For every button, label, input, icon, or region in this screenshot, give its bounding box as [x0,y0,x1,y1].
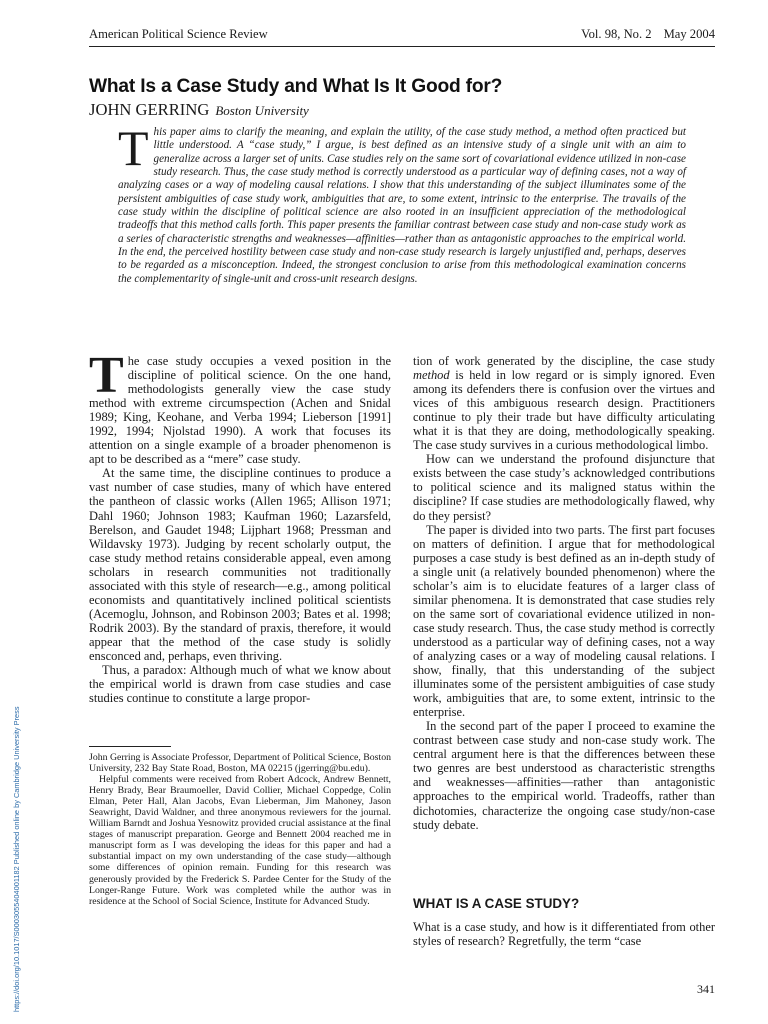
emphasis-text: method [413,368,450,383]
volume-number: Vol. 98, No. 2 [581,27,652,41]
body-column-right [413,354,715,832]
footnote-rule [89,746,171,747]
paragraph: In the second part of the paper I proceed to examine the contrast between case study and non-case study work. The central argument here is that the differences between these two genres are best understood as characteristic strengths and weaknesses—affinities—rather than antagonistic approaches to the empirical world. Tradeoffs, rather than dichotomies, characterize the ongoing case study/non-case study debate. [413,719,715,832]
author-name: JOHN GERRING [89,100,210,119]
body-column-left [89,347,391,706]
article-title: What Is a Case Study and What Is It Good for? [89,76,503,97]
footnote-paragraph: Helpful comments were received from Robert Adcock, Andrew Bennett, Henry Brady, Bear Braumoeller, David Collier, Michael Coppedge, Colin Elman, Peter Hall, Alan Jacobs, Evan Lieberman, Jim Mahoney, Jason Seawright, David Waldner, and three anonymous reviewers for the journal. William Barndt and Joshua Yesnowitz provided crucial assistance at the final stages of manuscript preparation. George and Bennett 2004 reached me in manuscript form as I was developing the ideas for this paper and had a substantial impact on my own understanding of the case study—although some differences of opinion remain. Funding for this research was generously provided by the Frederick S. Pardee Center for the Study of the Longer-Range Future. Work was completed while the author was in residence at the School of Social Science, Institute for Advanced Study. [89,774,391,907]
section-paragraph: What is a case study, and how is it differentiated from other styles of research? Regretfully, the term “case [413,920,715,949]
section-heading: WHAT IS A CASE STUDY? [413,896,580,911]
abstract-dropcap: T [118,120,149,176]
paragraph-text: he case study occupies a vexed position in the discipline of political science. On the one hand, methodologists generally view the case study method with extreme circumspection (Achen and Snidal 1989; King, Keohane, and Verba 1994; Lieberson [1991] 1992, 1994; Njolstad 1990). A work that focuses its attention on a single example of a broader phenomenon is apt to be described as a “mere” case study. [89,354,391,467]
issue-date: May 2004 [663,27,715,41]
page-number: 341 [697,982,715,996]
paragraph: How can we understand the profound disjuncture that exists between the case study’s acknowledged contributions to political science and its maligned status within the discipline? If case studies are methodologically flawed, why do they persist? [413,452,715,523]
paragraph: Thus, a paradox: Although much of what we know about the empirical world is drawn from case studies and case studies continue to constitute a large propor- [89,663,391,706]
paragraph-text: tion of work generated by the discipline, the case study [413,354,715,368]
body-dropcap: T [89,347,124,404]
paragraph: The paper is divided into two parts. The first part focuses on matters of definition. I argue that for methodological purposes a case study is best defined as an in-depth study of a single unit (a relatively bounded phenomenon) where the scholar’s aim is to elucidate features of a larger class of similar phenomena. It is demonstrated that case studies rely on the same sort of covariational evidence utilized in non-case study research. Thus, the case study method is correctly understood as a particular way of defining cases, not a way of analyzing cases or a way of modeling causal relations. I show, finally, that this understanding of the subject illuminates some of the persistent ambiguities of case study work, ambiguities that are, to some extent, intrinsic to the enterprise. [413,522,715,720]
paragraph [413,354,715,452]
issue-info [569,27,715,42]
abstract [118,120,686,286]
paragraph: At the same time, the discipline continues to produce a vast number of case studies, many of which have entered the pantheon of classic works (Allen 1965; Allison 1971; Dahl 1960; Johnson 1983; Kaufman 1960; Lazarsfeld, Berelson, and Gaudet 1948; Lijphart 1968; Pressman and Wildavsky 1973). Judging by recent scholarly output, the case study method retains considerable appeal, even among scholars in research communities not traditionally associated with this style of research—e.g., among political economists and quantitatively inclined political scientists (Acemoglu, Johnson, and Robinson 2003; Bates et al. 1998; Rodrik 2003). By the standard of praxis, therefore, it would appear that the method of the case study is solidly ensconced and, perhaps, even thriving. [89,466,391,663]
running-header [89,27,715,47]
footnote-paragraph: John Gerring is Associate Professor, Department of Political Science, Boston University, 232 Bay State Road, Boston, MA 02215 (jgerring@bu.edu). [89,752,391,775]
paragraph-text: is held in low regard or is simply ignored. Even among its defenders there is confusion over the virtues and vices of this ambiguous research design. Practitioners continue to ply their trade but have difficulty articulating what it is that they are doing, methodologically speaking. The case study survives in a curious methodological limbo. [413,368,715,453]
paragraph [89,347,391,467]
author-affiliation: Boston University [215,103,309,118]
doi-side-link[interactable]: https://doi.org/10.1017/S0003055404001182 Published online by Cambridge University Press [12,706,21,1012]
journal-name: American Political Science Review [89,27,268,41]
abstract-text: his paper aims to clarify the meaning, and explain the utility, of the case study method, a method often practiced but little understood. A “case study,” I argue, is best defined as an intensive study of a single unit with an aim to generalize across a larger set of units. Case studies rely on the same sort of covariational evidence utilized in non-case study research. Thus, the case study method is correctly understood as a particular way of defining cases, not a way of analyzing cases or a way of modeling causal relations. I show that this understanding of the subject illuminates some of the persistent ambiguities of case study work, ambiguities that are, to some extent, intrinsic to the enterprise. The travails of the case study within the discipline of political science are also rooted in an insufficient appreciation of the methodological tradeoffs that this method calls forth. This paper presents the familiar contrast between case study and non-case study work as a series of characteristic strengths and weaknesses—affinities—rather than as antagonistic approaches to the empirical world. In the end, the perceived hostility between case study and non-case study research is largely unjustified and, perhaps, deserves to be regarded as a misconception. Indeed, the strongest conclusion to arise from this methodological examination concerns the complementarity of single-unit and cross-unit research designs. [118,126,686,285]
author-footnote [89,752,391,907]
byline [89,100,309,120]
